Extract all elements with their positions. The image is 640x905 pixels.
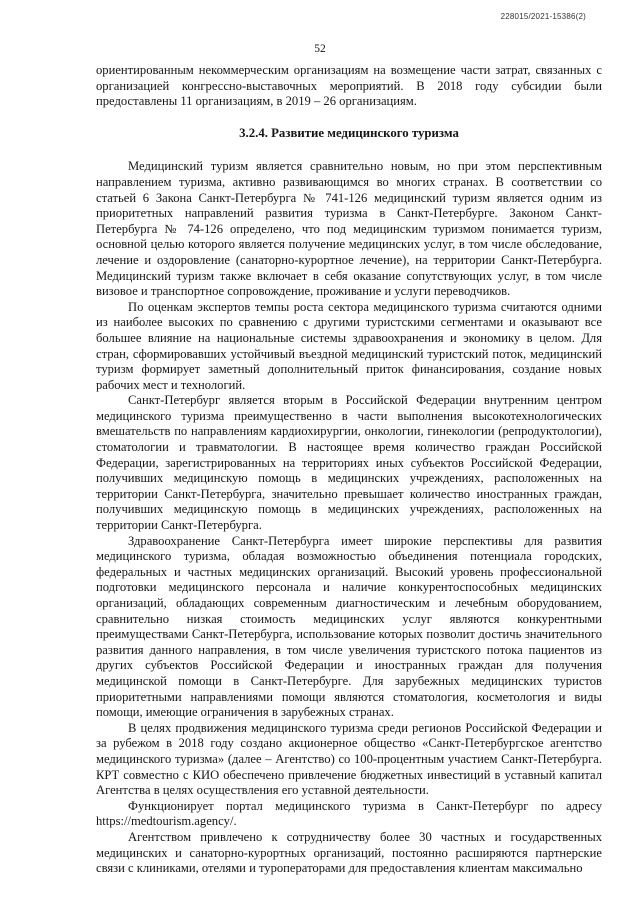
page-number: 52 <box>314 43 326 55</box>
paragraph: Санкт-Петербург является вторым в Российской Федерации внутренним центром медицинского туризма преимущественно в части выполнения высокотехнологических вмешательств по направлениям кардиохирургии, онкологии, гинекологии (репродуктологии), стоматологии и травматологии. В настоящее время количество граждан Российской Федерации, зарегистрированных на территориях иных субъектов Российской Федерации, получивших медицинскую помощь в медицинских учреждениях, расположенных на территории Санкт-Петербурга, значительно превышает количество иностранных граждан, получивших медицинскую помощь в медицинских учреждениях, расположенных на территории Санкт-Петербурга. <box>96 393 602 533</box>
document-body <box>96 63 602 877</box>
document-id: 228015/2021-15386(2) <box>500 12 586 21</box>
paragraph-continued: ориентированным некоммерческим организациям на возмещение части затрат, связанных с организацией конгрессно-выставочных мероприятий. В 2018 году субсидии были предоставлены 11 организациям, в 2019 – 26 организациям. <box>96 63 602 109</box>
paragraph: Агентством привлечено к сотрудничеству более 30 частных и государственных медицинских и санаторно-курортных организаций, постоянно расширяются партнерские связи с клиниками, отелями и туроператорами для предоставления клиентам максимально <box>96 829 602 876</box>
paragraph: В целях продвижения медицинского туризма среди регионов Российской Федерации и за рубежом в 2018 году создано акционерное общество «Санкт-Петербургское агентство медицинского туризма» (далее – Агентство) со 100-процентным участием Санкт-Петербурга. КРТ совместно с КИО обеспечено привлечение бюджетных инвестиций в уставный капитал Агентства в целях осуществления его уставной деятельности. <box>96 720 602 798</box>
paragraph: Медицинский туризм является сравнительно новым, но при этом перспективным направлением туризма, активно развивающимся во многих странах. В соответствии со статьей 6 Закона Санкт-Петербурга № 741-126 медицинский туризм является одним из приоритетных направлений развития туризма в Санкт-Петербурге. Законом Санкт-Петербурга № 74-126 определено, что под медицинским туризмом понимается туризм, основной целью которого является получение медицинских услуг, в том числе обследование, лечение и оздоровление (санаторно-курортное лечение), на территории Санкт-Петербурга. Медицинский туризм также включает в себя оказание сопутствующих услуг, в том числе визовое и транспортное сопровождение, проживание и услуги переводчиков. <box>96 159 602 299</box>
paragraph: Функционирует портал медицинского туризма в Санкт-Петербург по адресу https://medtourism.agency/. <box>96 798 602 829</box>
paragraph: По оценкам экспертов темпы роста сектора медицинского туризма считаются одними из наиболее высоких по сравнению с другими туристскими сегментами и оказывают все большее влияние на национальные системы здравоохранения и экономику в целом. Для стран, сформировавших устойчивый въездной медицинский туристский поток, медицинский туризм формирует заметный дополнительный приток финансирования, создание новых рабочих мест и технологий. <box>96 299 602 392</box>
paragraph: Здравоохранение Санкт-Петербурга имеет широкие перспективы для развития медицинского туризма, обладая возможностью объединения потенциала городских, федеральных и частных медицинских организаций. Высокий уровень профессиональной подготовки медицинского персонала и наличие конкурентоспособных медицинских организаций, обладающих современным диагностическим и лечебным оборудованием, сравнительно низкая стоимость медицинских услуг являются конкурентными преимуществами Санкт-Петербурга, использование которых позволит достичь значительного развития данного направления, в том числе увеличения туристского потока пациентов из других субъектов Российской Федерации и иностранных граждан для получения медицинской помощи в Санкт-Петербурге. Для зарубежных медицинских туристов приоритетными направлениями помощи являются стоматология, косметология и виды помощи, имеющие ограничения в зарубежных странах. <box>96 533 602 720</box>
section-heading: 3.2.4. Развитие медицинского туризма <box>239 125 459 140</box>
